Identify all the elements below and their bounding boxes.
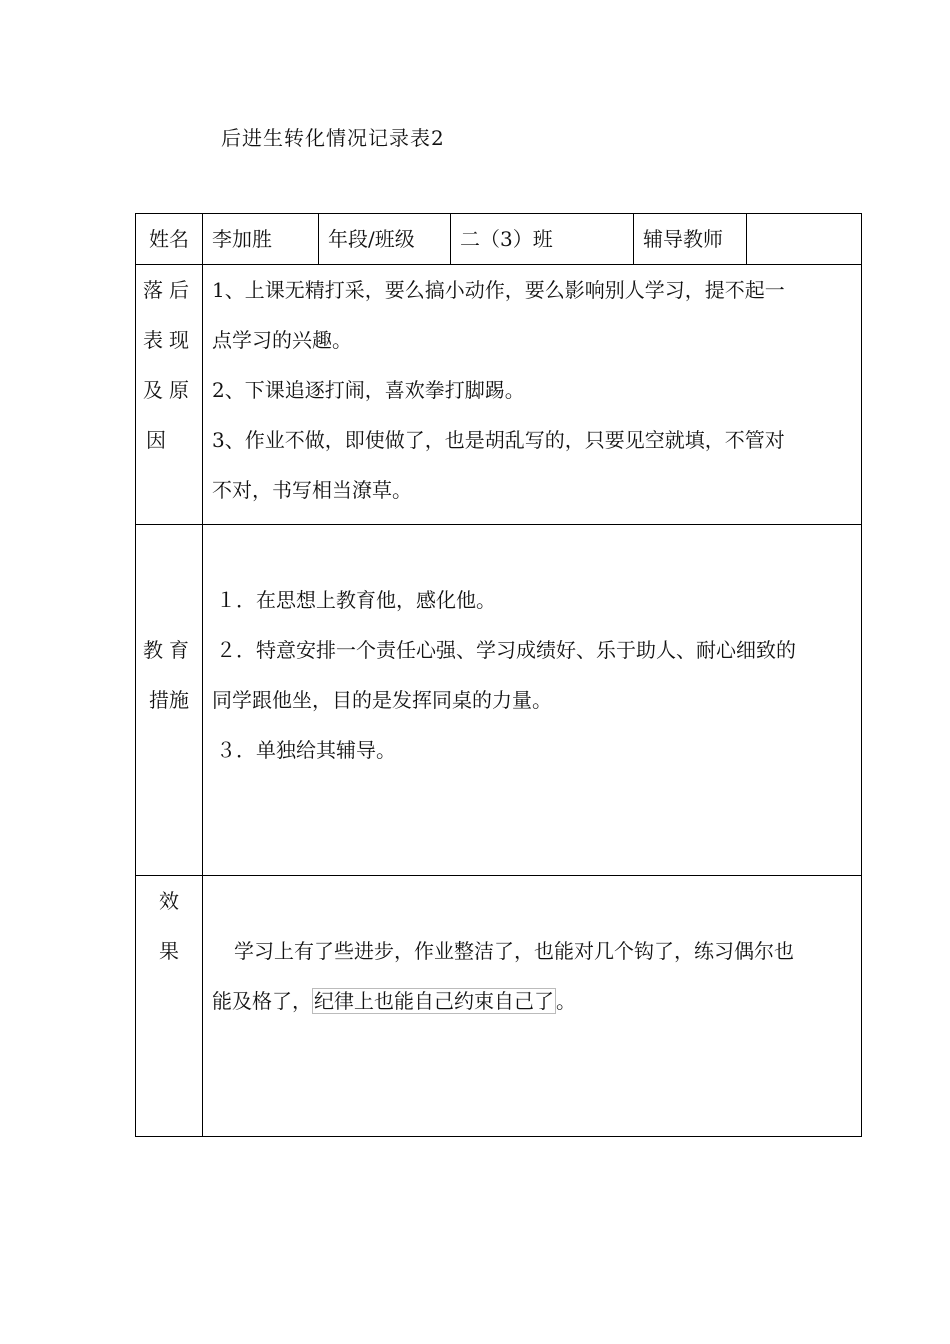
info-row (136, 214, 862, 265)
page-title: 后进生转化情况记录表2 (221, 126, 445, 150)
name-value: 李加胜 (203, 214, 319, 265)
behind-line: 不对，书写相当潦草。 (212, 478, 412, 502)
effect-line2-start: 能及格了， (212, 989, 312, 1013)
behind-label-line: 因 (146, 428, 172, 452)
behind-line: 2、下课追逐打闹，喜欢拳打脚踢。 (212, 378, 525, 402)
measures-label-line: 措施 (149, 688, 189, 712)
effect-label-line: 效 (159, 889, 179, 913)
measures-label (136, 525, 203, 876)
grade-value: 二（3）班 (451, 214, 634, 265)
measures-line: 同学跟他坐，目的是发挥同桌的力量。 (212, 688, 552, 712)
behind-label-line: 及原 (143, 378, 195, 402)
grade-label: 年段/班级 (319, 214, 451, 265)
measures-line: ２．特意安排一个责任心强、学习成绩好、乐于助人、耐心细致的 (216, 638, 796, 662)
measures-content (203, 525, 862, 876)
behind-label (136, 265, 203, 525)
measures-row (136, 525, 862, 876)
measures-line: ３．单独给其辅导。 (216, 738, 396, 762)
behind-row (136, 265, 862, 525)
effect-line1-text: 学习上有了些进步，作业整洁了，也能对几个钩了，练习偶尔也 (234, 939, 794, 963)
behind-line: 点学习的兴趣。 (212, 328, 352, 352)
effect-content (203, 876, 862, 1137)
teacher-label: 辅导教师 (634, 214, 747, 265)
record-table (135, 213, 862, 1137)
behind-label-line: 表现 (143, 328, 195, 352)
effect-line (212, 976, 855, 1026)
effect-label-line: 果 (159, 939, 179, 963)
teacher-value (747, 214, 862, 265)
effect-highlight-box: 纪律上也能自己约束自己了 (314, 989, 554, 1013)
effect-line (212, 926, 855, 976)
behind-content (203, 265, 862, 525)
effect-row (136, 876, 862, 1137)
behind-line: 3、作业不做，即使做了，也是胡乱写的，只要见空就填，不管对 (212, 428, 785, 452)
name-label: 姓名 (136, 214, 203, 265)
effect-label (136, 876, 203, 1137)
effect-line2-end: 。 (556, 989, 576, 1013)
measures-label-line: 教育 (143, 638, 195, 662)
measures-line: １．在思想上教育他，感化他。 (216, 588, 496, 612)
behind-label-line: 落后 (143, 278, 195, 302)
behind-line: 1、上课无精打采，要么搞小动作，要么影响别人学习，提不起一 (212, 278, 785, 302)
